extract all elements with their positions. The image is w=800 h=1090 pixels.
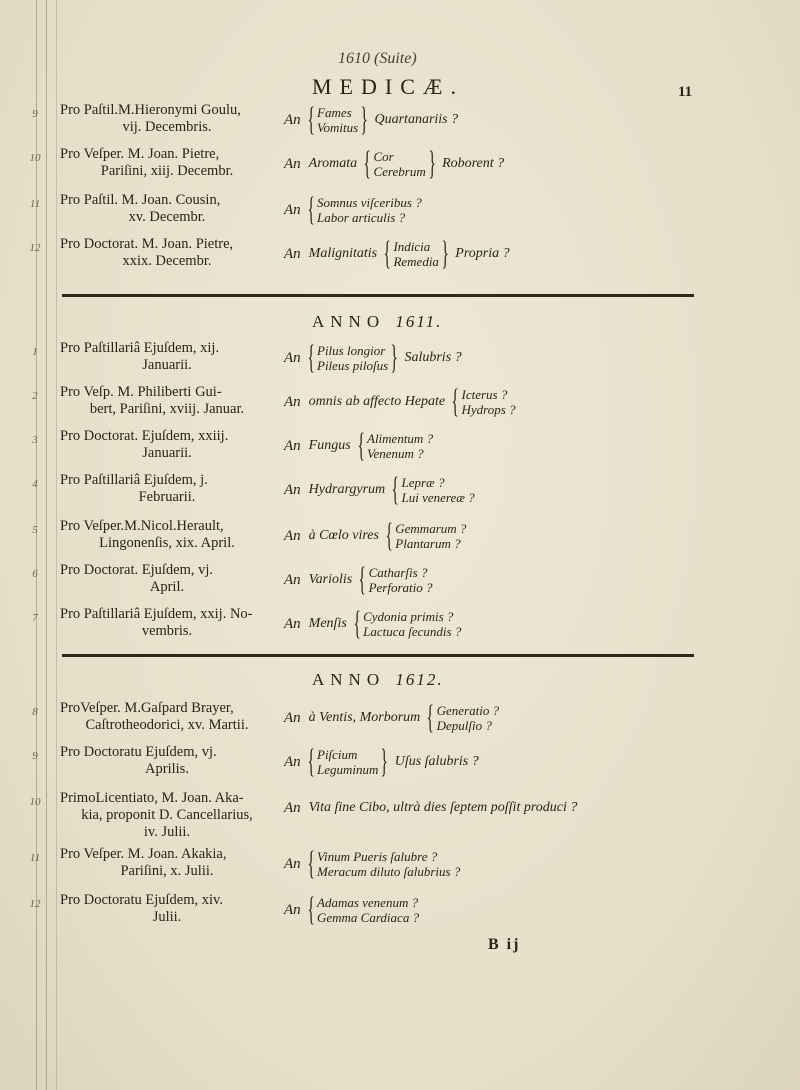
question-text: Vita ſine Cibo, ultrà dies ſeptem poſſit produci ? xyxy=(308,800,578,815)
occasion-line: Pro Doctoratu Ejuſdem, vj. xyxy=(60,744,217,760)
occasion-line: Pro Doctorat. Ejuſdem, vj. xyxy=(60,562,214,578)
thesis-occasion xyxy=(60,790,274,841)
margin-number: 11 xyxy=(29,198,41,210)
thesis-question xyxy=(284,384,784,420)
margin-number: 9 xyxy=(32,750,38,762)
thesis-question xyxy=(284,562,784,598)
alternatives xyxy=(367,431,433,461)
thesis-occasion xyxy=(60,562,274,596)
occasion-line: PrimoLicentiato, M. Joan. Aka- xyxy=(60,790,244,806)
alternatives xyxy=(363,609,461,639)
question-suffix: Propria ? xyxy=(455,246,510,261)
question-an: An xyxy=(284,571,301,588)
alternative: Vinum Pueris ſalubre ? xyxy=(317,849,438,864)
question-an: An xyxy=(284,527,301,544)
alternatives xyxy=(317,849,460,879)
margin-number: 2 xyxy=(32,390,38,402)
question-an: An xyxy=(284,799,301,816)
alternative: Somnus viſceribus ? xyxy=(317,195,422,210)
occasion-line: iv. Julii. xyxy=(143,824,191,840)
occasion-line: Pariſini, x. Julii. xyxy=(120,863,214,879)
question-suffix: Roborent ? xyxy=(442,156,505,171)
alternatives xyxy=(317,747,378,777)
section-year: 1611. xyxy=(395,312,443,331)
alternative: Remedia xyxy=(393,254,439,269)
alternatives xyxy=(317,895,419,925)
margin-number: 12 xyxy=(29,898,41,910)
section-rule xyxy=(62,294,694,297)
alternatives xyxy=(401,475,474,505)
alternative: Labor articulis ? xyxy=(317,210,406,225)
occasion-line: xv. Decembr. xyxy=(128,209,206,225)
alternative: Adamas venenum ? xyxy=(317,895,419,910)
occasion-line: Aprilis. xyxy=(145,761,189,777)
left-brace: { xyxy=(357,427,365,464)
alternative: Vomitus xyxy=(317,120,359,135)
occasion-line: Januarii. xyxy=(142,357,192,373)
margin-number: 10 xyxy=(29,152,41,164)
alternative: Fames xyxy=(317,105,352,120)
question-text: à Ventis, Morborum xyxy=(308,710,421,725)
question-an: An xyxy=(284,111,301,128)
thesis-question xyxy=(284,236,784,272)
right-brace: } xyxy=(428,145,436,182)
alternative: Lactuca ſecundis ? xyxy=(363,624,462,639)
thesis-question xyxy=(284,472,784,508)
occasion-line: Pro Veſper. M. Joan. Pietre, xyxy=(60,146,220,162)
page-number: 11 xyxy=(678,84,693,100)
page-title: MEDICÆ. xyxy=(312,74,464,99)
occasion-line: Pro Paſtillariâ Ejuſdem, xij. xyxy=(60,340,220,356)
alternatives xyxy=(395,521,466,551)
alternative: Piſcium xyxy=(317,747,358,762)
alternatives xyxy=(373,149,425,179)
left-brace: { xyxy=(307,339,315,376)
alternative: Alimentum ? xyxy=(367,431,434,446)
thesis-occasion xyxy=(60,606,274,640)
question-an: An xyxy=(284,855,301,872)
section-heading-1612 xyxy=(312,670,444,690)
alternative: Icterus ? xyxy=(461,387,508,402)
thesis-question xyxy=(284,744,784,780)
question-text: Menſis xyxy=(308,616,347,631)
occasion-line: Julii. xyxy=(152,909,182,925)
thesis-occasion xyxy=(60,518,274,552)
thesis-question xyxy=(284,146,784,182)
question-an: An xyxy=(284,615,301,632)
thesis-occasion xyxy=(60,744,274,778)
margin-number: 6 xyxy=(32,568,38,580)
left-brace: { xyxy=(307,743,315,780)
occasion-line: Pro Veſp. M. Philiberti Gui- xyxy=(60,384,222,400)
left-brace: { xyxy=(363,145,371,182)
thesis-question xyxy=(284,192,784,228)
thesis-occasion xyxy=(60,700,274,734)
section-year: 1612. xyxy=(395,670,444,689)
right-brace: } xyxy=(380,743,389,780)
alternative: Plantarum ? xyxy=(395,536,461,551)
question-text: Aromata xyxy=(308,156,358,171)
left-brace: { xyxy=(307,891,315,928)
occasion-line: Februarii. xyxy=(138,489,196,505)
alternative: Pilus longior xyxy=(317,343,386,358)
alternative: Cydonia primis ? xyxy=(363,609,454,624)
handwritten-note: 1610 (Suite) xyxy=(338,50,417,67)
occasion-line: Pro Veſper. M. Joan. Akakia, xyxy=(60,846,227,862)
alternative: Hydrops ? xyxy=(461,402,516,417)
occasion-line: Pro Veſper.M.Nicol.Herault, xyxy=(60,518,224,534)
question-an: An xyxy=(284,393,301,410)
occasion-line: xxix. Decembr. xyxy=(122,253,212,269)
question-suffix: Salubris ? xyxy=(404,350,462,365)
thesis-occasion xyxy=(60,192,274,226)
alternatives xyxy=(317,105,358,135)
occasion-line: Pro Doctoratu Ejuſdem, xiv. xyxy=(60,892,223,908)
question-an: An xyxy=(284,201,301,218)
binding-line xyxy=(56,0,57,1090)
question-suffix: Uſus ſalubris ? xyxy=(394,754,479,769)
alternative: Leguminum xyxy=(317,762,379,777)
alternative: Gemma Cardiaca ? xyxy=(317,910,420,925)
alternative: Venenum ? xyxy=(367,446,424,461)
occasion-line: Pro Doctorat. Ejuſdem, xxiij. xyxy=(60,428,229,444)
margin-number: 10 xyxy=(29,796,41,808)
question-an: An xyxy=(284,901,301,918)
occasion-line: Pro Paſtil.M.Hieronymi Goulu, xyxy=(60,102,241,118)
alternatives xyxy=(393,239,438,269)
occasion-line: vembris. xyxy=(141,623,193,639)
left-brace: { xyxy=(451,383,459,420)
question-text: Fungus xyxy=(308,438,351,453)
section-heading-1611 xyxy=(312,312,442,332)
occasion-line: Pro Paſtillariâ Ejuſdem, xxij. No- xyxy=(60,606,253,622)
question-an: An xyxy=(284,753,301,770)
question-text: Variolis xyxy=(308,572,353,587)
question-an: An xyxy=(284,245,301,262)
alternative: Generatio ? xyxy=(436,703,500,718)
margin-number: 12 xyxy=(29,242,41,254)
alternative: Pileus piloſus xyxy=(317,358,389,373)
question-text: Hydrargyrum xyxy=(308,482,386,497)
thesis-question xyxy=(284,700,784,736)
alternatives xyxy=(461,387,515,417)
alternative: Meracum diluto ſalubrius ? xyxy=(317,864,461,879)
occasion-line: Pro Doctorat. M. Joan. Pietre, xyxy=(60,236,234,252)
occasion-line: Pro Paſtil. M. Joan. Cousin, xyxy=(60,192,221,208)
margin-number: 4 xyxy=(32,478,38,490)
section-label: ANNO xyxy=(312,312,386,331)
question-suffix: Quartanariis ? xyxy=(374,112,459,127)
left-brace: { xyxy=(307,845,315,882)
question-text: Malignitatis xyxy=(308,246,378,261)
alternative: Lepræ ? xyxy=(401,475,445,490)
alternative: Gemmarum ? xyxy=(395,521,467,536)
alternative: Indicia xyxy=(393,239,431,254)
margin-number: 3 xyxy=(32,434,38,446)
question-an: An xyxy=(284,709,301,726)
right-brace: } xyxy=(390,339,398,376)
margin-number: 1 xyxy=(32,346,38,358)
thesis-question xyxy=(284,102,784,138)
alternative: Cor xyxy=(373,149,394,164)
thesis-question xyxy=(284,606,784,642)
alternative: Catharſis ? xyxy=(368,565,428,580)
thesis-occasion xyxy=(60,146,274,180)
thesis-question xyxy=(284,790,784,826)
thesis-question xyxy=(284,518,784,554)
occasion-line: Januarii. xyxy=(142,445,192,461)
occasion-line: kia, proponit D. Cancellarius, xyxy=(81,807,253,823)
alternatives xyxy=(317,195,422,225)
margin-number: 9 xyxy=(32,108,38,120)
left-brace: { xyxy=(391,471,399,508)
occasion-line: ProVeſper. M.Gaſpard Brayer, xyxy=(60,700,234,716)
thesis-question xyxy=(284,428,784,464)
left-brace: { xyxy=(426,699,435,736)
right-brace: } xyxy=(360,101,369,138)
question-text: à Cœlo vires xyxy=(308,528,379,543)
thesis-question xyxy=(284,340,784,376)
thesis-occasion xyxy=(60,236,274,270)
right-brace: } xyxy=(441,235,449,272)
occasion-line: Caſtrotheodorici, xv. Martii. xyxy=(85,717,249,733)
occasion-line: April. xyxy=(149,579,185,595)
left-brace: { xyxy=(353,605,361,642)
occasion-line: Pariſini, xiij. Decembr. xyxy=(100,163,234,179)
alternatives xyxy=(437,703,499,733)
question-an: An xyxy=(284,437,301,454)
alternative: Perforatio ? xyxy=(368,580,433,595)
alternative: Cerebrum xyxy=(373,164,426,179)
left-brace: { xyxy=(385,517,393,554)
question-an: An xyxy=(284,349,301,366)
thesis-occasion xyxy=(60,892,274,926)
thesis-question xyxy=(284,892,784,928)
margin-number: 11 xyxy=(29,852,41,864)
thesis-occasion xyxy=(60,846,274,880)
signature-mark: B ij xyxy=(488,936,521,953)
question-text: omnis ab affecto Hepate xyxy=(308,394,446,409)
occasion-line: Lingonenſis, xix. April. xyxy=(99,535,235,551)
thesis-occasion xyxy=(60,384,274,418)
alternative: Depulſio ? xyxy=(436,718,492,733)
occasion-line: bert, Pariſini, xviij. Januar. xyxy=(89,401,245,417)
margin-number: 7 xyxy=(32,612,38,624)
question-an: An xyxy=(284,481,301,498)
thesis-occasion xyxy=(60,472,274,506)
question-an: An xyxy=(284,155,301,172)
occasion-line: vij. Decembris. xyxy=(122,119,212,135)
left-brace: { xyxy=(307,101,315,138)
left-brace: { xyxy=(383,235,391,272)
occasion-line: Pro Paſtillariâ Ejuſdem, j. xyxy=(60,472,208,488)
thesis-question xyxy=(284,846,784,882)
thesis-occasion xyxy=(60,428,274,462)
thesis-occasion xyxy=(60,102,274,136)
section-rule xyxy=(62,654,694,657)
margin-number: 5 xyxy=(32,524,38,536)
margin-number: 8 xyxy=(32,706,38,718)
thesis-occasion xyxy=(60,340,274,374)
alternatives xyxy=(317,343,388,373)
left-brace: { xyxy=(358,561,367,598)
section-label: ANNO xyxy=(312,670,386,689)
alternatives xyxy=(369,565,433,595)
left-brace: { xyxy=(307,191,315,228)
alternative: Lui venereæ ? xyxy=(401,490,475,505)
